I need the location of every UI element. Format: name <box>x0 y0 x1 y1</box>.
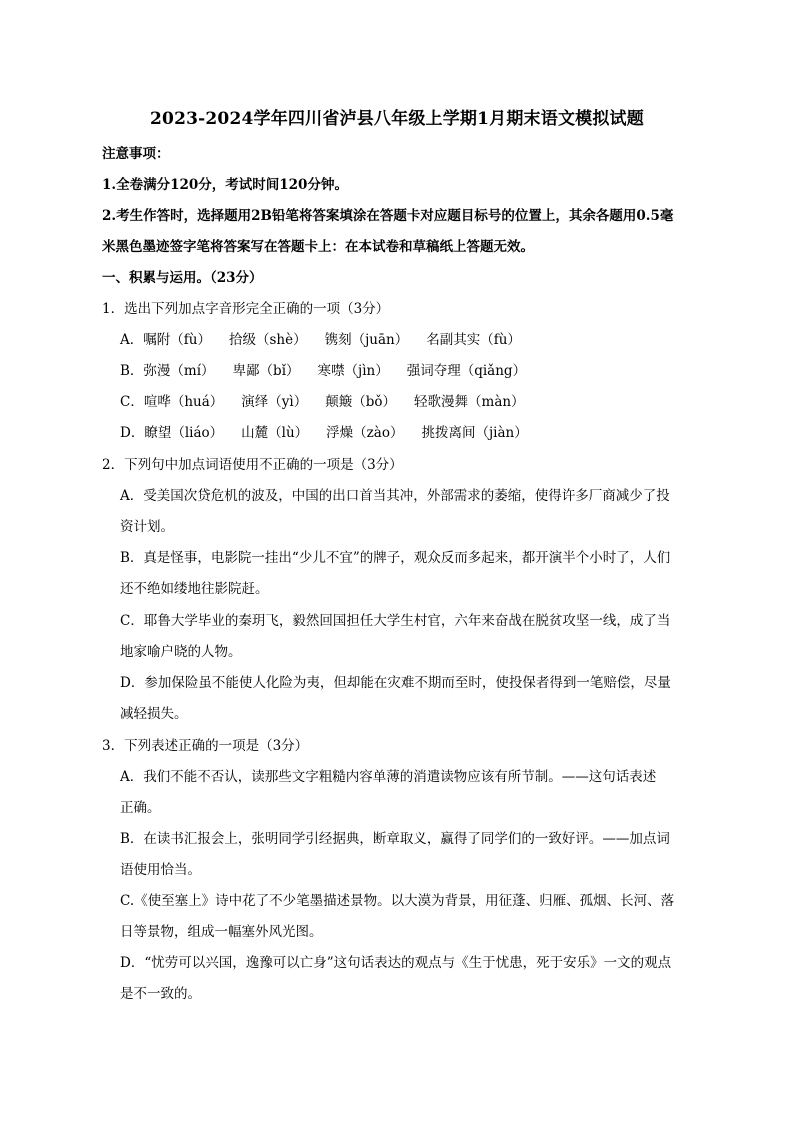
question-3-stem: 3．下列表述正确的一项是（3分） <box>102 738 309 754</box>
option-item: 寒噤（jìn） <box>317 363 389 379</box>
notice-item-2-line-1: 2.考生作答时，选择题用2B铅笔将答案填涂在答题卡对应题目标号的位置上，其余各题用0.5毫 <box>102 208 674 224</box>
question-3-option-b-line-2: 语使用恰当。 <box>120 862 201 878</box>
notice-item-2-line-2: 米黑色墨迹签字笔将答案写在答题卡上：在本试卷和草稿纸上答题无效。 <box>102 239 534 255</box>
question-3-option-d-line-2: 是不一致的。 <box>120 986 201 1002</box>
question-2-option-b-line-2: 还不绝如缕地往影院赶。 <box>120 581 269 597</box>
section-heading: 一、积累与运用。（23分） <box>102 270 263 286</box>
option-item: 卑鄙（bǐ） <box>232 363 300 379</box>
option-item: 颠簸（bǒ） <box>325 394 397 410</box>
option-item: 镌刻（juān） <box>324 332 409 348</box>
question-2-option-c-line-1: C．耶鲁大学毕业的秦玥飞，毅然回国担任大学生村官，六年来奋战在脱贫攻坚一线，成了当 <box>120 613 671 629</box>
option-item: 浮燥（zào） <box>326 425 404 441</box>
question-1-option-d <box>120 423 720 443</box>
option-item: 名副其实（fù） <box>426 332 521 348</box>
question-1-stem: 1．选出下列加点字音形完全正确的一项（3分） <box>102 301 390 317</box>
question-3-option-c-line-2: 日等景物，组成一幅塞外风光图。 <box>120 924 323 940</box>
question-1-option-c <box>120 392 720 412</box>
option-item: 演绎（yì） <box>241 394 308 410</box>
question-2-option-c-line-2: 地家喻户晓的人物。 <box>120 644 242 660</box>
question-2-option-a-line-2: 资计划。 <box>120 519 174 535</box>
question-2-option-a-line-1: A．受美国次贷危机的波及，中国的出口首当其冲，外部需求的萎缩，使得许多厂商减少了投 <box>120 488 670 504</box>
notice-item-1: 1.全卷满分120分，考试时间120分钟。 <box>102 177 348 193</box>
page-title: 2023-2024学年四川省泸县八年级上学期1月期末语文模拟试题 <box>150 109 644 129</box>
question-2-option-d-line-1: D．参加保险虽不能使人化险为夷，但却能在灾难不期而至时，使投保者得到一笔赔偿，尽量 <box>120 675 671 691</box>
question-2-option-d-line-2: 减轻损失。 <box>120 706 188 722</box>
option-item: C．喧哗（huá） <box>120 394 224 410</box>
question-1-option-b <box>120 361 720 381</box>
option-item: 强词夺理（qiǎng） <box>406 363 527 379</box>
option-item: 拾级（shè） <box>228 332 307 348</box>
option-item: B．弥漫（mí） <box>120 363 215 379</box>
question-3-option-a-line-1: A．我们不能不否认，读那些文字粗糙内容单薄的消遣读物应该有所节制。——这句话表述 <box>120 769 657 785</box>
option-item: 山麓（lù） <box>241 425 309 441</box>
option-item: D．瞭望（liáo） <box>120 425 224 441</box>
question-3-option-a-line-2: 正确。 <box>120 800 161 816</box>
question-3-option-b-line-1: B．在读书汇报会上，张明同学引经据典，断章取义，赢得了同学们的一致好评。——加点词 <box>120 831 670 847</box>
option-item: 轻歌漫舞（màn） <box>414 394 525 410</box>
question-2-stem: 2．下列句中加点词语使用不正确的一项是（3分） <box>102 457 403 473</box>
notice-heading: 注意事项： <box>102 146 170 162</box>
question-2-option-b-line-1: B．真是怪事，电影院一挂出“少儿不宜”的牌子，观众反而多起来，都开演半个小时了，人们 <box>120 550 671 566</box>
question-3-option-d-line-1: D．“忧劳可以兴国，逸豫可以亡身”这句话表达的观点与《生于忧患，死于安乐》一文的观点 <box>120 955 672 971</box>
option-item: A．嘱附（fù） <box>120 332 211 348</box>
question-3-option-c-line-1: C.《使至塞上》诗中花了不少笔墨描述景物。以大漠为背景，用征蓬、归雁、孤烟、长河、落 <box>120 893 675 909</box>
question-1-option-a <box>120 330 720 350</box>
option-item: 挑拨离间（jiàn） <box>421 425 528 441</box>
